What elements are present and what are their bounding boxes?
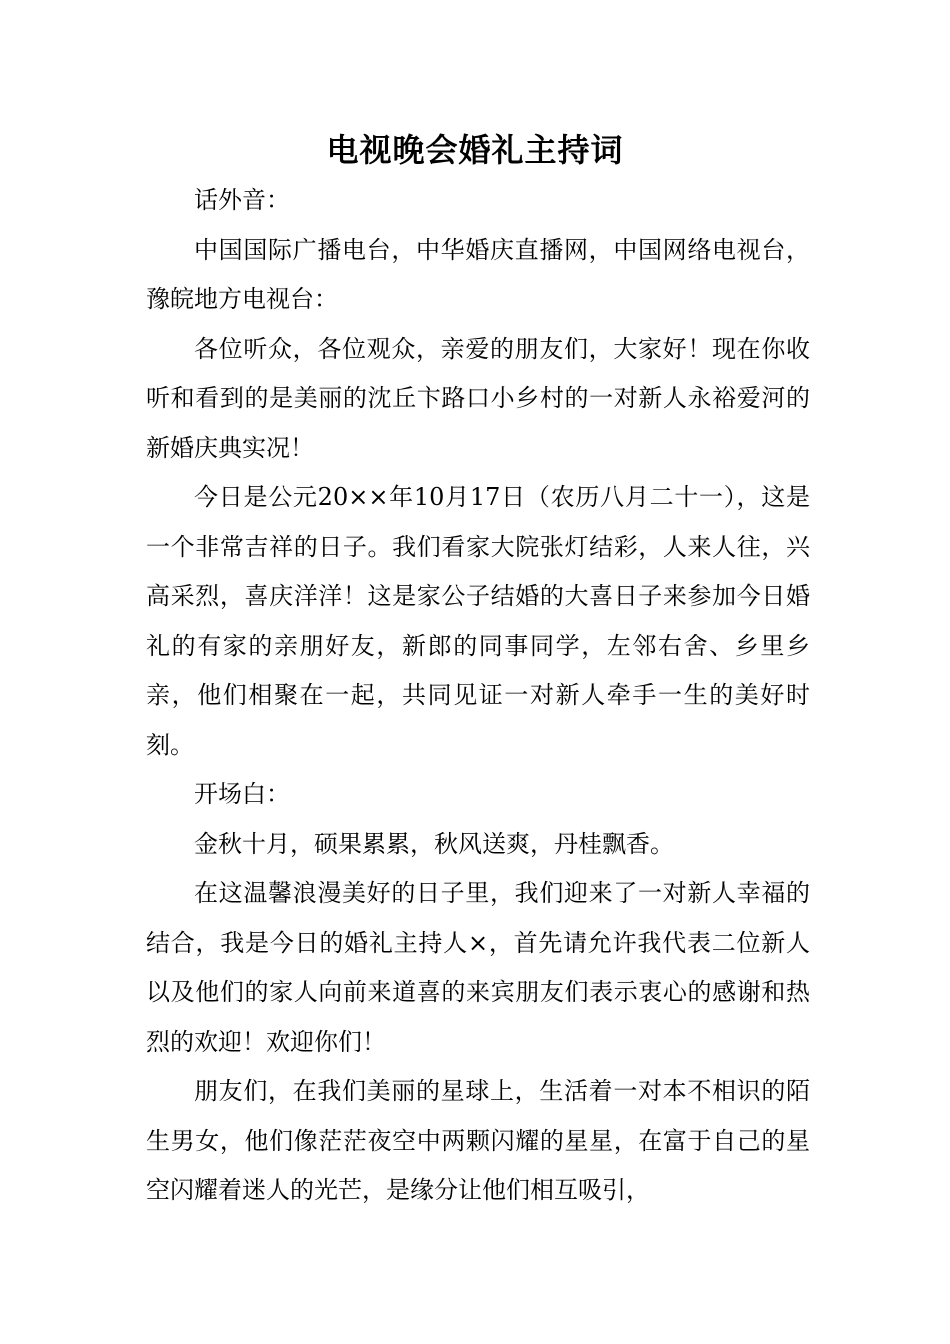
paragraph-stars: 朋友们，在我们美丽的星球上，生活着一对本不相识的陌生男女，他们像茫茫夜空中两颗闪耀的星星，在富于自己的星空闪耀着迷人的光芒，是缘分让他们相互吸引， xyxy=(146,1077,810,1204)
paragraph-greeting: 各位听众，各位观众，亲爱的朋友们，大家好！现在你收听和看到的是美丽的沈丘卞路口小乡村的一对新人永裕爱河的新婚庆典实况！ xyxy=(146,334,810,462)
document-body xyxy=(146,176,810,1216)
document-title: 电视晚会婚礼主持词 xyxy=(326,131,624,169)
paragraph-date: 今日是公元20××年10月17日（农历八月二十一），这是一个非常吉祥的日子。我们看家大院张灯结彩，人来人往，兴高采烈，喜庆洋洋！这是家公子结婚的大喜日子来参加今日婚礼的有家的亲朋好友，新郎的同事同学，左邻右舍、乡里乡亲，他们相聚在一起，共同见证一对新人牵手一生的美好时刻。 xyxy=(146,483,810,759)
paragraph-autumn: 金秋十月，硕果累累，秋风送爽，丹桂飘香。 xyxy=(194,829,674,858)
paragraph-voiceover-label: 话外音： xyxy=(194,186,290,214)
paragraph-welcome: 在这温馨浪漫美好的日子里，我们迎来了一对新人幸福的结合，我是今日的婚礼主持人×，首先请允许我代表二位新人以及他们的家人向前来道喜的来宾朋友们表示衷心的感谢和热烈的欢迎！欢迎你们！ xyxy=(146,879,810,1056)
paragraph-stations: 中国国际广播电台，中华婚庆直播网，中国网络电视台，豫皖地方电视台： xyxy=(146,235,810,313)
paragraph-opening-label: 开场白： xyxy=(194,780,290,808)
